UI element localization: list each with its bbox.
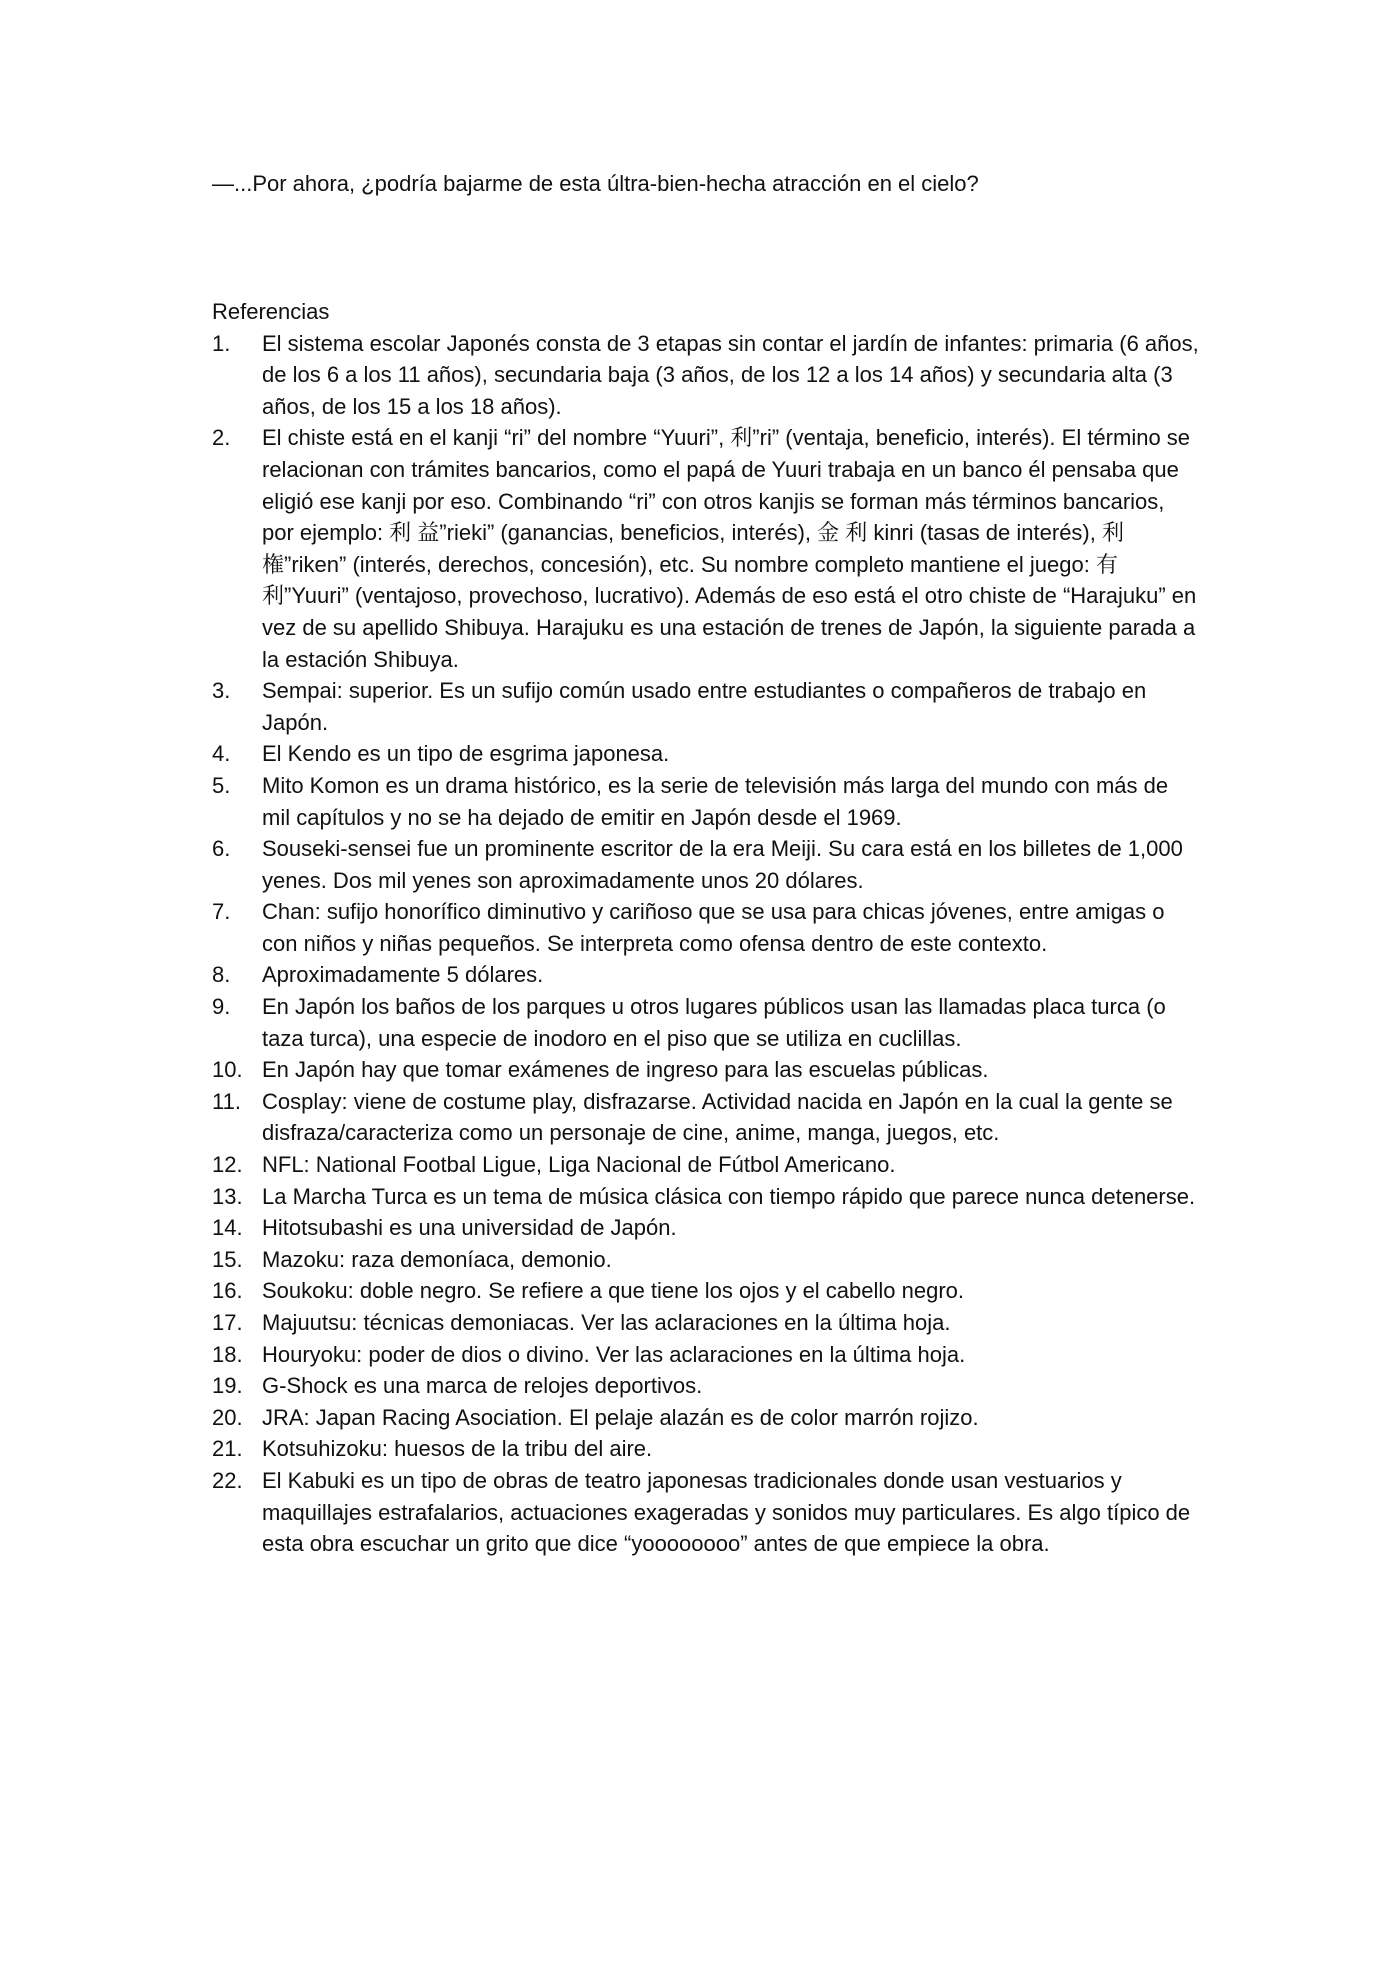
reference-number: 9. (212, 994, 231, 1020)
reference-text: En Japón hay que tomar exámenes de ingreso para las escuelas públicas. (262, 1057, 989, 1083)
reference-text: NFL: National Footbal Ligue, Liga Nacional de Fútbol Americano. (262, 1152, 896, 1178)
reference-text: El Kabuki es un tipo de obras de teatro japonesas tradicionales donde usan vestuarios y maquillajes estrafalarios, actuaciones exageradas y sonidos muy particulares. Es algo típico de esta obra escuchar un grito que dice “yoooooooo” antes de que empiece la obra. (262, 1467, 1191, 1557)
reference-item (212, 675, 1202, 738)
reference-text: El chiste está en el kanji “ri” del nombre “Yuuri”, 利”ri” (ventaja, beneficio, interés). El término se relacionan con trámites bancarios, como el papá de Yuuri trabaja en un banco él pensaba que eligió ese kanji por eso. Combinando “ri” con otros kanjis se forman más términos bancarios, por ejemplo: 利 益”rieki” (ganancias, beneficios, interés), 金 利 kinri (tasas de interés), 利 権”riken” (interés, derechos, concesión), etc. Su nombre completo mantiene el juego: 有 利”Yuuri” (ventajoso, provechoso, lucrativo). Además de eso está el otro chiste de “Harajuku” en vez de su apellido Shibuya. Harajuku es una estación de trenes de Japón, la siguiente parada a la estación Shibuya. (262, 425, 1197, 672)
reference-text: Mazoku: raza demoníaca, demonio. (262, 1246, 612, 1272)
reference-number: 12. (212, 1152, 243, 1178)
reference-item (212, 1181, 1202, 1213)
reference-item (212, 1244, 1202, 1276)
reference-number: 22. (212, 1467, 243, 1493)
reference-text: Chan: sufijo honorífico diminutivo y cariñoso que se usa para chicas jóvenes, entre amigas o con niños y niñas pequeños. Se interpreta como ofensa dentro de este contexto. (262, 899, 1165, 956)
reference-item (212, 1149, 1202, 1181)
reference-text: G-Shock es una marca de relojes deportivos. (262, 1373, 703, 1399)
reference-number: 17. (212, 1310, 243, 1335)
reference-text: Hitotsubashi es una universidad de Japón. (262, 1215, 677, 1241)
reference-number: 19. (212, 1373, 243, 1399)
reference-number: 3. (212, 678, 231, 704)
reference-item (212, 1054, 1202, 1086)
reference-item (212, 328, 1202, 423)
reference-number: 10. (212, 1057, 243, 1083)
reference-text: Kotsuhizoku: huesos de la tribu del aire. (262, 1436, 653, 1462)
reference-item (212, 1307, 1202, 1339)
reference-number: 21. (212, 1436, 243, 1462)
reference-text: Houryoku: poder de dios o divino. Ver las aclaraciones en la última hoja. (262, 1341, 966, 1367)
reference-item (212, 1339, 1202, 1371)
reference-item (212, 770, 1202, 833)
reference-number: 4. (212, 741, 231, 767)
reference-item (212, 959, 1202, 991)
reference-number: 16. (212, 1278, 243, 1304)
reference-item (212, 1370, 1202, 1402)
reference-item (212, 1212, 1202, 1244)
reference-item (212, 1433, 1202, 1465)
reference-number: 6. (212, 836, 231, 862)
reference-number: 8. (212, 962, 231, 988)
reference-number: 2. (212, 425, 231, 451)
reference-number: 11. (212, 1088, 241, 1114)
reference-text: JRA: Japan Racing Asociation. El pelaje alazán es de color marrón rojizo. (262, 1404, 979, 1430)
reference-number: 15. (212, 1246, 243, 1272)
reference-text: Majuutsu: técnicas demoniacas. Ver las aclaraciones en la última hoja. (262, 1310, 951, 1335)
reference-item (212, 991, 1202, 1054)
reference-text: En Japón los baños de los parques u otros lugares públicos usan las llamadas placa turca (o taza turca), una especie de inodoro en el piso que se utiliza en cuclillas. (262, 994, 1166, 1051)
references-list (212, 328, 1202, 1560)
reference-text: Soukoku: doble negro. Se refiere a que tiene los ojos y el cabello negro. (262, 1278, 965, 1304)
reference-item (212, 1465, 1202, 1560)
reference-text: Cosplay: viene de costume play, disfrazarse. Actividad nacida en Japón en la cual la gente se disfraza/caracteriza como un personaje de cine, anime, manga, juegos, etc. (262, 1088, 1173, 1146)
references-section (212, 296, 1202, 1560)
reference-item (212, 1275, 1202, 1307)
reference-number: 18. (212, 1341, 243, 1367)
reference-text: La Marcha Turca es un tema de música clásica con tiempo rápido que parece nunca detenerse. (262, 1183, 1196, 1209)
reference-text: El sistema escolar Japonés consta de 3 etapas sin contar el jardín de infantes: primaria (6 años, de los 6 a los 11 años), secundaria baja (3 años, de los 12 a los 14 años) y secundaria alta (3 años, de los 15 a los 18 años). (262, 330, 1199, 419)
reference-number: 1. (212, 330, 231, 356)
reference-text: Aproximadamente 5 dólares. (262, 962, 544, 988)
reference-item (212, 896, 1202, 959)
opening-line: —...Por ahora, ¿podría bajarme de esta últra-bien-hecha atracción en el cielo? (212, 171, 979, 196)
reference-number: 20. (212, 1404, 243, 1430)
reference-item (212, 1086, 1202, 1149)
reference-number: 5. (212, 772, 231, 798)
reference-number: 7. (212, 899, 231, 925)
reference-item (212, 738, 1202, 770)
reference-item (212, 1402, 1202, 1434)
reference-text: Souseki-sensei fue un prominente escritor de la era Meiji. Su cara está en los billetes de 1,000 yenes. Dos mil yenes son aproximadamente unos 20 dólares. (262, 836, 1183, 893)
reference-number: 14. (212, 1215, 243, 1241)
reference-text: Sempai: superior. Es un sufijo común usado entre estudiantes o compañeros de trabajo en Japón. (262, 678, 1147, 735)
reference-text: El Kendo es un tipo de esgrima japonesa. (262, 741, 670, 767)
reference-item (212, 833, 1202, 896)
reference-text: Mito Komon es un drama histórico, es la serie de televisión más larga del mundo con más de mil capítulos y no se ha dejado de emitir en Japón desde el 1969. (262, 772, 1169, 830)
reference-item (212, 422, 1202, 675)
reference-number: 13. (212, 1183, 243, 1209)
references-heading: Referencias (212, 299, 330, 324)
